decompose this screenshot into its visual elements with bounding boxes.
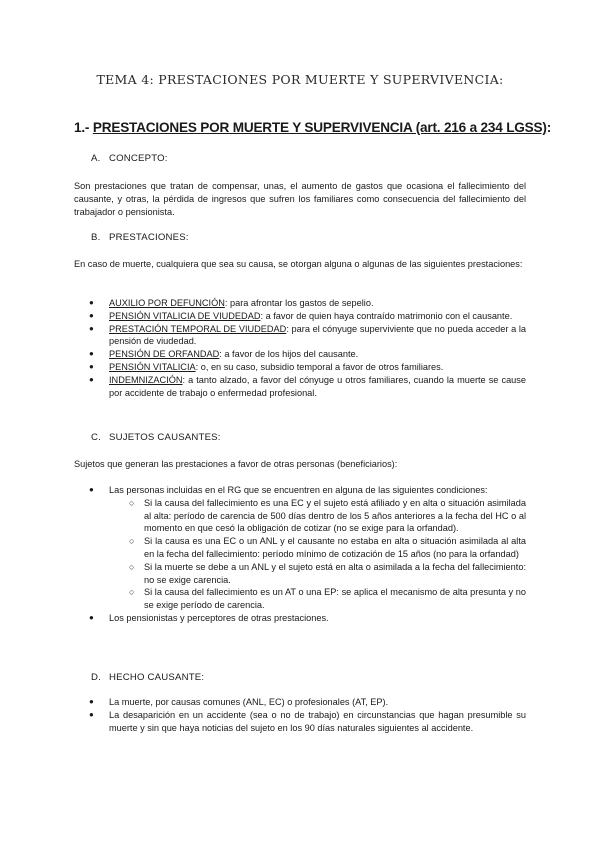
condition-item: ○ Si la causa del fallecimiento es un AT o una EP: se aplica el mecanismo de alta presunta y no se exige período de carencia. (129, 587, 526, 611)
hecho-list (74, 696, 526, 734)
subsection-title: CONCEPTO: (109, 153, 168, 164)
list-item: ● PENSIÓN DE ORFANDAD: a favor de los hijos del causante. (89, 349, 359, 360)
list-item: ● La muerte, por causas comunes (ANL, EC) o profesionales (AT, EP). (89, 697, 389, 707)
prestaciones-intro: En caso de muerte, cualquiera que sea su causa, se otorgan alguna o algunas de las siguientes prestaciones: (74, 259, 523, 269)
list-item: ● Los pensionistas y perceptores de otras prestaciones. (89, 612, 329, 623)
subsection-title: SUJETOS CAUSANTES: (109, 432, 221, 443)
sujeto-text: Las personas incluidas en el RG que se encuentren en alguna de las siguientes condiciones: (109, 485, 488, 495)
subsection-prestaciones (91, 232, 189, 243)
prestacion-term: PENSIÓN VITALICIA (109, 361, 196, 372)
condition-text: Si la causa del fallecimiento es un AT o una EP: se aplica el mecanismo de alta presunta y no se exige período de carencia. (144, 587, 526, 611)
prestaciones-list (74, 297, 526, 399)
sujeto-text: Los pensionistas y perceptores de otras prestaciones. (109, 612, 329, 623)
condition-item: ○ Si la muerte se debe a un ANL y el sujeto está en alta o asimilada a la fecha del fallecimiento: no se exige carencia. (129, 561, 526, 585)
list-item: ● AUXILIO POR DEFUNCIÓN: para afrontar los gastos de sepelio. (89, 298, 374, 308)
heading-colon: : (546, 120, 552, 135)
condition-text: Si la causa del fallecimiento es una EC y el sujeto está afiliado y en alta o situación asimilada al alta: período de carencia de 500 días dentro de los 5 años anteriores a la fecha del HC o al momento en que cesó la obligación de cotizar (no se exige para la orfandad). (144, 497, 526, 534)
page-title: TEMA 4: PRESTACIONES POR MUERTE Y SUPERVIVENCIA: (96, 72, 504, 87)
section-heading (74, 120, 551, 135)
hecho-text: La muerte, por causas comunes (ANL, EC) o profesionales (AT, EP). (109, 697, 389, 707)
subsection-letter: B. (91, 232, 101, 243)
subsection-letter: D. (91, 672, 101, 683)
concepto-paragraph: Son prestaciones que tratan de compensar, unas, el aumento de gastos que ocasiona el fallecimiento del causante, y otras, la pérdida de ingresos que sufren los familiares como consecuencia del fallecimiento del trabajador o pensionista. (74, 181, 526, 217)
prestacion-term: PRESTACIÓN TEMPORAL DE VIUDEDAD (109, 323, 287, 334)
subsection-title: HECHO CAUSANTE: (109, 672, 205, 683)
conditions-list (109, 497, 526, 612)
condition-item: ○ Si la causa del fallecimiento es una EC y el sujeto está afiliado y en alta o situación asimilada al alta: período de carencia de 500 días dentro de los 5 años anteriores a la fecha del HC o al momento en que cesó la obligación de cotizar (no se exige para la orfandad). (129, 497, 526, 534)
list-item: ● Las personas incluidas en el RG que se encuentren en alguna de las siguientes condiciones: ○ Si la causa del fallecimiento es una EC y el sujeto está afiliado y en alta o situación asimilada al alta: período de carencia de 500 días dentro de los 5 años anteriores a la fecha del HC o al momento en que cesó la obligación de cotizar (no se exige para la orfandad). ○ Si la causa es una EC o un ANL y el causante no estaba en alta o situación asimilada al alta en la fecha del fallecimiento: período mínimo de cotización de 15 años (no para la orfandad) ○ Si la muerte se debe a un ANL y el sujeto está en alta o asimilada a la fecha del fallecimiento: no se exige carencia. ○ Si la causa del fallecimiento es un AT o una EP: se aplica el mecanismo de alta presunta y no se exige período de carencia. (89, 485, 526, 611)
subsection-letter: C. (91, 432, 101, 443)
list-item: ● PENSIÓN VITALICIA DE VIUDEDAD: a favor de quien haya contraído matrimonio con el causante. (89, 310, 513, 321)
condition-item: ○ Si la causa es una EC o un ANL y el causante no estaba en alta o situación asimilada al alta en la fecha del fallecimiento: período mínimo de cotización de 15 años (no para la orfandad) (129, 536, 526, 559)
subsection-title: PRESTACIONES: (109, 232, 189, 243)
prestacion-term: PENSIÓN VITALICIA DE VIUDEDAD (109, 310, 261, 321)
prestacion-term: PENSIÓN DE ORFANDAD (109, 349, 220, 360)
prestacion-desc: : para afrontar los gastos de sepelio. (224, 298, 374, 308)
subsection-sujetos (91, 432, 221, 443)
sujetos-intro: Sujetos que generan las prestaciones a favor de otras personas (beneficiarios): (74, 459, 398, 469)
heading-text: PRESTACIONES POR MUERTE Y SUPERVIVENCIA (art. 216 a 234 LGSS) (92, 120, 547, 135)
prestacion-desc: : a favor de quien haya contraído matrimonio con el causante. (260, 310, 513, 321)
prestacion-term: AUXILIO POR DEFUNCIÓN (109, 298, 225, 308)
subsection-concepto (91, 153, 168, 164)
prestacion-desc: : a favor de los hijos del causante. (219, 349, 359, 360)
list-item: ● PRESTACIÓN TEMPORAL DE VIUDEDAD: para el cónyuge superviviente que no pueda acceder a la pensión de viudedad. (89, 323, 526, 347)
list-item: ● INDEMNIZACIÓN: a tanto alzado, a favor del cónyuge u otros familiares, cuando la muerte se cause por accidente de trabajo o enfermedad profesional. (89, 374, 526, 398)
condition-text: Si la muerte se debe a un ANL y el sujeto está en alta o asimilada a la fecha del fallecimiento: no se exige carencia. (144, 561, 526, 585)
prestacion-desc: : para el cónyuge superviviente que no pueda acceder a la pensión de viudedad. (109, 323, 526, 347)
list-item: ● La desaparición en un accidente (sea o no de trabajo) en circunstancias que hagan presumible su muerte y sin que haya noticias del sujeto en los 90 días naturales siguientes al accidente. (89, 709, 526, 733)
sujetos-list (74, 484, 526, 625)
heading-number: 1.- (74, 120, 90, 135)
prestacion-desc: : o, en su caso, subsidio temporal a favor de otros familiares. (195, 361, 444, 372)
hecho-text: La desaparición en un accidente (sea o no de trabajo) en circunstancias que hagan presumible su muerte y sin que haya noticias del sujeto en los 90 días naturales siguientes al accidente. (109, 709, 526, 733)
subsection-letter: A. (91, 153, 101, 164)
condition-text: Si la causa es una EC o un ANL y el causante no estaba en alta o situación asimilada al alta en la fecha del fallecimiento: período mínimo de cotización de 15 años (no para la orfandad) (144, 536, 526, 559)
prestacion-term: INDEMNIZACIÓN (109, 374, 183, 385)
list-item: ● PENSIÓN VITALICIA: o, en su caso, subsidio temporal a favor de otros familiares. (89, 361, 444, 372)
prestacion-desc: : a tanto alzado, a favor del cónyuge u otros familiares, cuando la muerte se cause por accidente de trabajo o enfermedad profesional. (109, 374, 526, 398)
subsection-hecho (91, 672, 204, 683)
